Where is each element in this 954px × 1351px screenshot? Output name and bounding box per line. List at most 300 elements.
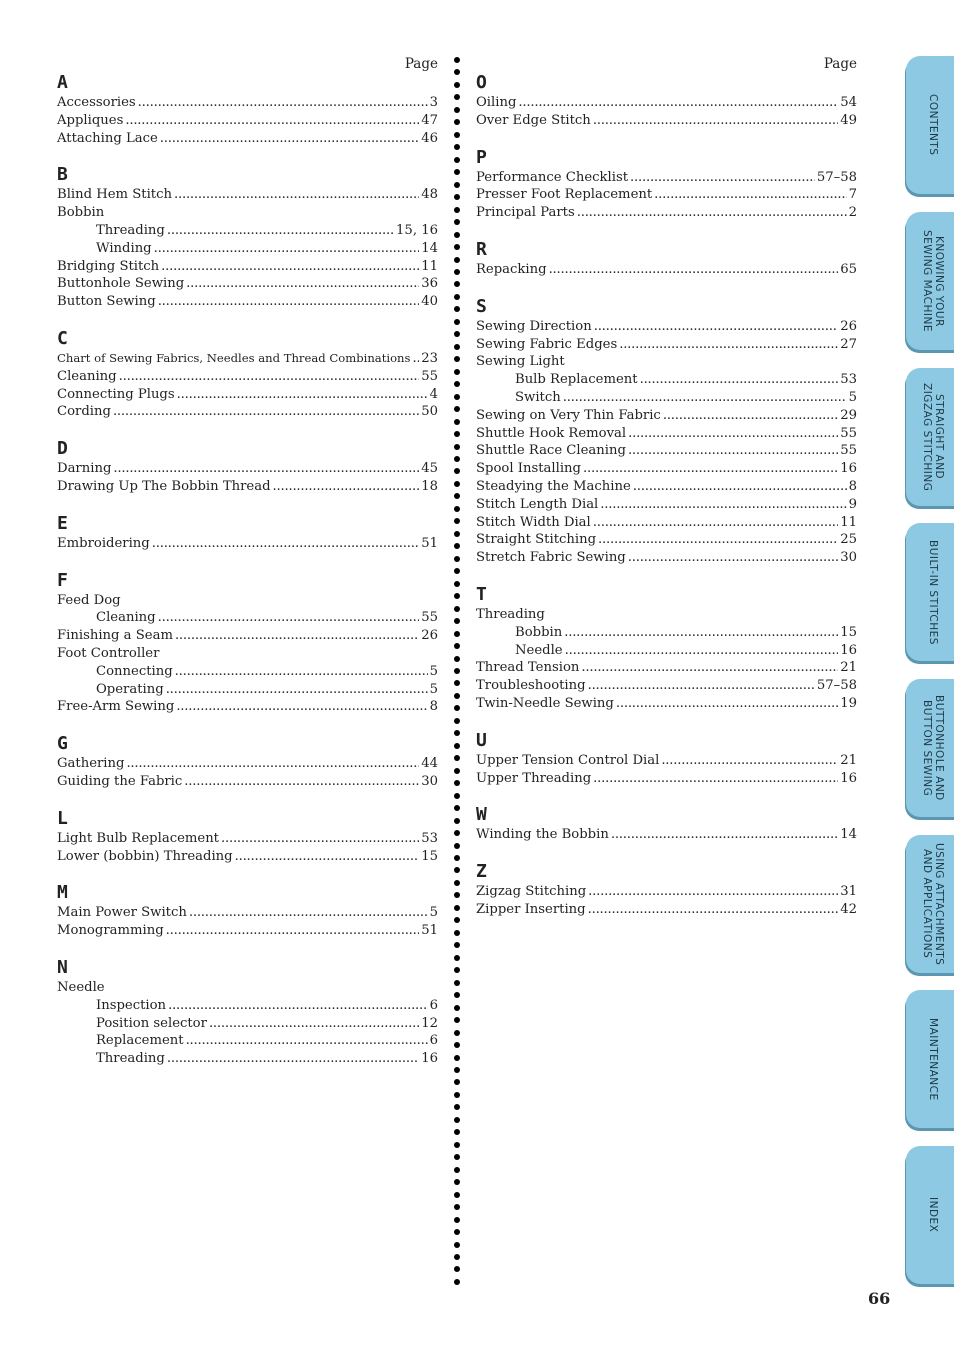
- entry-term: Steadying the Machine: [476, 478, 631, 494]
- index-entry: [57, 350, 438, 368]
- index-entry: [476, 353, 857, 371]
- section-letter: M: [57, 882, 68, 904]
- index-entry: [57, 627, 438, 645]
- dot-leader: [126, 755, 419, 773]
- entry-term: Needle: [57, 979, 105, 995]
- index-entry: [57, 645, 438, 663]
- dot-leader: [166, 681, 428, 699]
- divider-dot: [454, 1192, 460, 1198]
- entry-term: Sewing Light: [476, 354, 565, 370]
- dot-leader: [628, 549, 838, 567]
- entry-term: Sewing on Very Thin Fabric: [476, 407, 661, 423]
- divider-dot: [454, 107, 460, 113]
- dot-leader: [221, 830, 419, 848]
- divider-dot: [454, 755, 460, 761]
- dot-leader: [600, 496, 846, 514]
- entry-page: 23: [421, 350, 438, 366]
- section-letter: C: [57, 327, 68, 349]
- dot-leader: [177, 386, 428, 404]
- entry-term: Button Sewing: [57, 294, 156, 310]
- divider-dot: [454, 1279, 460, 1285]
- entry-page: 36: [421, 276, 438, 292]
- divider-dot: [454, 69, 460, 75]
- index-entry: [476, 695, 857, 713]
- divider-dot: [454, 157, 460, 163]
- entry-term: Shuttle Race Cleaning: [476, 443, 626, 459]
- divider-dot: [454, 680, 460, 686]
- index-subentry: [57, 1015, 438, 1033]
- dot-leader: [577, 204, 847, 222]
- entry-page: 7: [848, 187, 857, 203]
- dot-leader: [593, 112, 838, 130]
- entry-term: Troubleshooting: [476, 678, 586, 694]
- entry-page: 15: [421, 848, 438, 864]
- entry-page: 55: [421, 610, 438, 626]
- entry-page: 51: [421, 535, 438, 551]
- entry-term: Free-Arm Sewing: [57, 699, 175, 715]
- divider-dot: [454, 331, 460, 337]
- divider-dot: [454, 867, 460, 873]
- dot-leader: [176, 698, 427, 716]
- divider-dot: [454, 356, 460, 362]
- index-entry: [57, 773, 438, 791]
- entry-page: 51: [421, 923, 438, 939]
- index-subentry: [476, 624, 857, 642]
- index-entry: [476, 318, 857, 336]
- index-subentry: [57, 681, 438, 699]
- dot-leader: [563, 389, 847, 407]
- entry-page: 53: [421, 830, 438, 846]
- index-column-left: [57, 55, 438, 1086]
- index-entry: [476, 261, 857, 279]
- dot-leader: [186, 275, 419, 293]
- index-entry: [476, 531, 857, 549]
- index-entry: [476, 425, 857, 443]
- section-letter: W: [476, 804, 487, 826]
- divider-dot: [454, 394, 460, 400]
- divider-dot: [454, 1030, 460, 1036]
- divider-dot: [454, 830, 460, 836]
- divider-dot: [454, 406, 460, 412]
- entry-term: Sewing Fabric Edges: [476, 336, 618, 352]
- left-sections: [57, 73, 438, 1068]
- index-section-g: [57, 734, 438, 791]
- divider-dot: [454, 556, 460, 562]
- index-section-w: [476, 805, 857, 844]
- divider-dot: [454, 818, 460, 824]
- tab-label: KNOWING YOUR SEWING MACHINE: [921, 230, 945, 332]
- divider-dot: [454, 768, 460, 774]
- entry-term: Repacking: [476, 261, 547, 277]
- dot-leader: [633, 478, 847, 496]
- entry-page: 11: [840, 514, 857, 530]
- divider-dot: [454, 805, 460, 811]
- index-entry: [476, 94, 857, 112]
- divider-dot: [454, 82, 460, 88]
- tab-label: MAINTENANCE: [927, 1017, 939, 1101]
- divider-dot: [454, 119, 460, 125]
- index-section-e: [57, 514, 438, 553]
- entry-page: 21: [840, 752, 857, 768]
- section-letter: Z: [476, 861, 487, 883]
- entry-term: Drawing Up The Bobbin Thread: [57, 478, 271, 494]
- divider-dot: [454, 668, 460, 674]
- divider-dot: [454, 905, 460, 911]
- entry-term: Guiding the Fabric: [57, 773, 183, 789]
- entry-page: 27: [840, 336, 857, 352]
- entry-page: 18: [421, 478, 438, 494]
- divider-dot: [454, 855, 460, 861]
- index-section-p: [476, 148, 857, 222]
- entry-term: Accessories: [57, 95, 136, 110]
- entry-term: Winding: [96, 240, 152, 256]
- divider-dot: [454, 419, 460, 425]
- index-entry: [57, 258, 438, 276]
- entry-page: 14: [840, 827, 857, 843]
- divider-dot: [454, 1055, 460, 1061]
- dot-leader: [138, 94, 428, 112]
- entry-page: 8: [848, 478, 857, 494]
- entry-term: Needle: [515, 642, 563, 658]
- index-entry: [476, 478, 857, 496]
- entry-term: Chart of Sewing Fabrics, Needles and Thread Combinations: [57, 350, 411, 365]
- index-entry: [476, 752, 857, 770]
- entry-term: Threading: [96, 1051, 165, 1067]
- dot-leader: [166, 922, 420, 940]
- dot-leader: [209, 1015, 419, 1033]
- index-entry: [476, 336, 857, 354]
- divider-dot: [454, 593, 460, 599]
- index-subentry: [476, 642, 857, 660]
- dot-leader: [154, 240, 420, 258]
- entry-page: 29: [840, 407, 857, 423]
- dot-leader: [619, 336, 838, 354]
- entry-term: Connecting: [96, 663, 173, 679]
- divider-dot: [454, 1017, 460, 1023]
- page-number: 66: [868, 1289, 891, 1308]
- entry-page: 2: [848, 205, 857, 221]
- entry-page: 47: [421, 112, 438, 128]
- divider-dot: [454, 992, 460, 998]
- index-entry: [57, 460, 438, 478]
- entry-term: Feed Dog: [57, 592, 121, 608]
- divider-dot: [454, 967, 460, 973]
- dot-leader: [594, 318, 839, 336]
- tab-maintenance[interactable]: [906, 990, 954, 1128]
- index-entry: [57, 592, 438, 610]
- index-entry: [476, 770, 857, 788]
- index-subentry: [476, 371, 857, 389]
- entry-page: 9: [848, 496, 857, 512]
- divider-dot: [454, 618, 460, 624]
- tab-index[interactable]: [906, 1146, 954, 1284]
- entry-page: 6: [429, 997, 438, 1013]
- entry-term: Position selector: [96, 1015, 207, 1031]
- index-section-z: [476, 862, 857, 919]
- divider-dot: [454, 169, 460, 175]
- divider-dot: [454, 94, 460, 100]
- entry-page: 3: [429, 95, 438, 110]
- entry-term: Upper Threading: [476, 770, 592, 786]
- divider-dot: [454, 219, 460, 225]
- entry-term: Cording: [57, 404, 111, 420]
- dot-leader: [160, 130, 419, 148]
- entry-term: Cleaning: [96, 610, 156, 626]
- divider-dot: [454, 843, 460, 849]
- index-entry: [476, 204, 857, 222]
- entry-page: 40: [421, 294, 438, 310]
- index-entry: [476, 549, 857, 567]
- entry-page: 14: [421, 240, 438, 256]
- dot-leader: [581, 659, 838, 677]
- section-letter: D: [57, 438, 68, 460]
- dot-leader: [583, 460, 838, 478]
- entry-page: 26: [421, 628, 438, 644]
- index-entry: [57, 698, 438, 716]
- index-entry: [476, 514, 857, 532]
- dot-leader: [588, 901, 839, 919]
- dot-leader: [189, 904, 428, 922]
- index-entry: [476, 112, 857, 130]
- entry-term: Winding the Bobbin: [476, 827, 609, 843]
- dot-leader: [663, 407, 838, 425]
- entry-term: Stitch Length Dial: [476, 496, 599, 512]
- index-subentry: [476, 389, 857, 407]
- entry-page: 11: [421, 258, 438, 274]
- divider-dot: [454, 892, 460, 898]
- divider-dot: [454, 793, 460, 799]
- tab-knowing[interactable]: [906, 212, 954, 350]
- entry-page: 30: [840, 550, 857, 566]
- entry-term: Gathering: [57, 756, 125, 772]
- entry-page: 16: [421, 1051, 438, 1067]
- divider-dot: [454, 643, 460, 649]
- entry-term: Over Edge Stitch: [476, 112, 591, 128]
- dot-leader: [168, 997, 428, 1015]
- index-entry: [57, 204, 438, 222]
- entry-term: Blind Hem Stitch: [57, 187, 172, 203]
- divider-dot: [454, 269, 460, 275]
- divider-dot: [454, 182, 460, 188]
- divider-dot: [454, 880, 460, 886]
- dot-leader: [158, 293, 420, 311]
- divider-dot: [454, 980, 460, 986]
- index-entry: [57, 535, 438, 553]
- entry-term: Embroidering: [57, 535, 150, 551]
- entry-term: Thread Tension: [476, 660, 580, 676]
- entry-page: 45: [421, 461, 438, 477]
- tab-contents[interactable]: [906, 56, 954, 194]
- index-entry: [476, 606, 857, 624]
- dot-leader: [630, 169, 815, 187]
- divider-dot: [454, 1254, 460, 1260]
- index-entry: [57, 275, 438, 293]
- divider-dot: [454, 1092, 460, 1098]
- index-subentry: [57, 663, 438, 681]
- entry-page: 16: [840, 461, 857, 477]
- entry-term: Darning: [57, 461, 112, 477]
- section-letter: O: [476, 72, 487, 93]
- divider-dot: [454, 543, 460, 549]
- entry-term: Bridging Stitch: [57, 258, 160, 274]
- dot-leader: [593, 514, 838, 532]
- entry-term: Threading: [96, 222, 165, 238]
- index-section-b: [57, 165, 438, 311]
- entry-page: 57–58: [816, 678, 857, 694]
- divider-dot: [454, 57, 460, 63]
- entry-term: Operating: [96, 681, 164, 697]
- index-entry: [476, 901, 857, 919]
- divider-dot: [454, 294, 460, 300]
- entry-term: Upper Tension Control Dial: [476, 752, 660, 768]
- divider-dot: [454, 693, 460, 699]
- divider-dot: [454, 1117, 460, 1123]
- section-letter: G: [57, 733, 68, 755]
- index-entry: [57, 922, 438, 940]
- section-letter: T: [476, 583, 487, 605]
- tab-label: USING ATTACHMENTS AND APPLICATIONS: [921, 842, 945, 966]
- entry-term: Shuttle Hook Removal: [476, 425, 627, 441]
- divider-dot: [454, 581, 460, 587]
- index-entry: [57, 848, 438, 866]
- dot-leader: [611, 826, 838, 844]
- section-letter: P: [476, 146, 487, 168]
- divider-dot: [454, 531, 460, 537]
- divider-dot: [454, 431, 460, 437]
- index-section-d: [57, 439, 438, 496]
- tab-builtin[interactable]: [906, 523, 954, 661]
- index-entry: [476, 659, 857, 677]
- index-section-f: [57, 571, 438, 717]
- index-entry: [57, 830, 438, 848]
- index-section-t: [476, 585, 857, 713]
- divider-dot: [454, 718, 460, 724]
- divider-dot: [454, 232, 460, 238]
- dot-leader: [167, 222, 394, 240]
- entry-page: 46: [421, 130, 438, 146]
- index-subentry: [57, 997, 438, 1015]
- divider-dot: [454, 468, 460, 474]
- entry-term: Straight Stitching: [476, 532, 597, 548]
- divider-dot: [454, 518, 460, 524]
- entry-term: Stitch Width Dial: [476, 514, 591, 530]
- divider-dot: [454, 506, 460, 512]
- index-entry: [57, 386, 438, 404]
- entry-term: Bulb Replacement: [515, 372, 638, 388]
- divider-dot: [454, 606, 460, 612]
- entry-term: Twin-Needle Sewing: [476, 695, 614, 711]
- dot-leader: [661, 752, 838, 770]
- entry-page: 5: [429, 905, 438, 921]
- entry-page: 12: [421, 1015, 438, 1031]
- dot-leader: [549, 261, 839, 279]
- divider-dot: [454, 1179, 460, 1185]
- tab-label: BUILT-IN STITCHES: [927, 539, 939, 645]
- divider-dot: [454, 568, 460, 574]
- entry-term: Attaching Lace: [57, 130, 158, 146]
- divider-dot: [454, 1129, 460, 1135]
- section-letter: E: [57, 512, 68, 534]
- divider-dot: [454, 942, 460, 948]
- entry-term: Performance Checklist: [476, 169, 629, 185]
- entry-page: 65: [840, 261, 857, 277]
- entry-page: 15, 16: [396, 222, 438, 238]
- index-section-u: [476, 731, 857, 788]
- divider-dot: [454, 930, 460, 936]
- dot-leader: [640, 371, 839, 389]
- index-entry: [476, 407, 857, 425]
- entry-term: Zigzag Stitching: [476, 884, 587, 900]
- entry-page: 57–58: [816, 169, 857, 185]
- entry-term: Presser Foot Replacement: [476, 187, 653, 203]
- entry-term: Bobbin: [515, 624, 563, 640]
- entry-page: 5: [429, 681, 438, 697]
- entry-page: 19: [840, 695, 857, 711]
- entry-term: Lower (bobbin) Threading: [57, 848, 233, 864]
- tab-buttonhole[interactable]: [906, 679, 954, 817]
- dot-leader: [175, 627, 419, 645]
- dot-leader: [598, 531, 838, 549]
- entry-page: 5: [429, 663, 438, 679]
- divider-dot: [454, 1266, 460, 1272]
- divider-dot: [454, 730, 460, 736]
- divider-dot: [454, 1204, 460, 1210]
- dot-leader: [152, 535, 419, 553]
- section-letter: S: [476, 295, 487, 317]
- entry-page: 31: [840, 884, 857, 900]
- index-entry: [476, 883, 857, 901]
- index-subentry: [57, 1032, 438, 1050]
- entry-page: 15: [840, 624, 857, 640]
- entry-term: Main Power Switch: [57, 905, 187, 921]
- section-letter: F: [57, 569, 68, 591]
- page-column-label: Page: [404, 56, 438, 72]
- index-entry: [476, 826, 857, 844]
- index-entry: [57, 112, 438, 130]
- tab-straight[interactable]: [906, 368, 954, 506]
- entry-term: Stretch Fabric Sewing: [476, 550, 626, 566]
- dot-leader: [628, 425, 838, 443]
- entry-term: Oiling: [476, 95, 517, 110]
- divider-dot: [454, 1067, 460, 1073]
- index-section-s: [476, 297, 857, 567]
- entry-page: 8: [429, 699, 438, 715]
- entry-term: Spool Installing: [476, 461, 581, 477]
- dot-leader: [174, 186, 419, 204]
- dot-leader: [565, 642, 839, 660]
- divider-dot: [454, 917, 460, 923]
- dot-leader: [412, 350, 419, 368]
- divider-dot: [454, 444, 460, 450]
- entry-term: Replacement: [96, 1033, 184, 1049]
- divider-dot: [454, 344, 460, 350]
- tab-attachments[interactable]: [906, 835, 954, 973]
- section-letter: B: [57, 164, 68, 186]
- index-entry: [57, 186, 438, 204]
- divider-dot: [454, 743, 460, 749]
- entry-term: Sewing Direction: [476, 318, 592, 334]
- index-entry: [476, 460, 857, 478]
- entry-term: Inspection: [96, 997, 167, 1013]
- index-section-l: [57, 809, 438, 866]
- entry-term: Threading: [476, 606, 545, 622]
- index-section-r: [476, 240, 857, 279]
- divider-dot: [454, 381, 460, 387]
- divider-dot: [454, 656, 460, 662]
- dot-leader: [628, 442, 838, 460]
- entry-term: Foot Controller: [57, 645, 160, 661]
- divider-dot: [454, 481, 460, 487]
